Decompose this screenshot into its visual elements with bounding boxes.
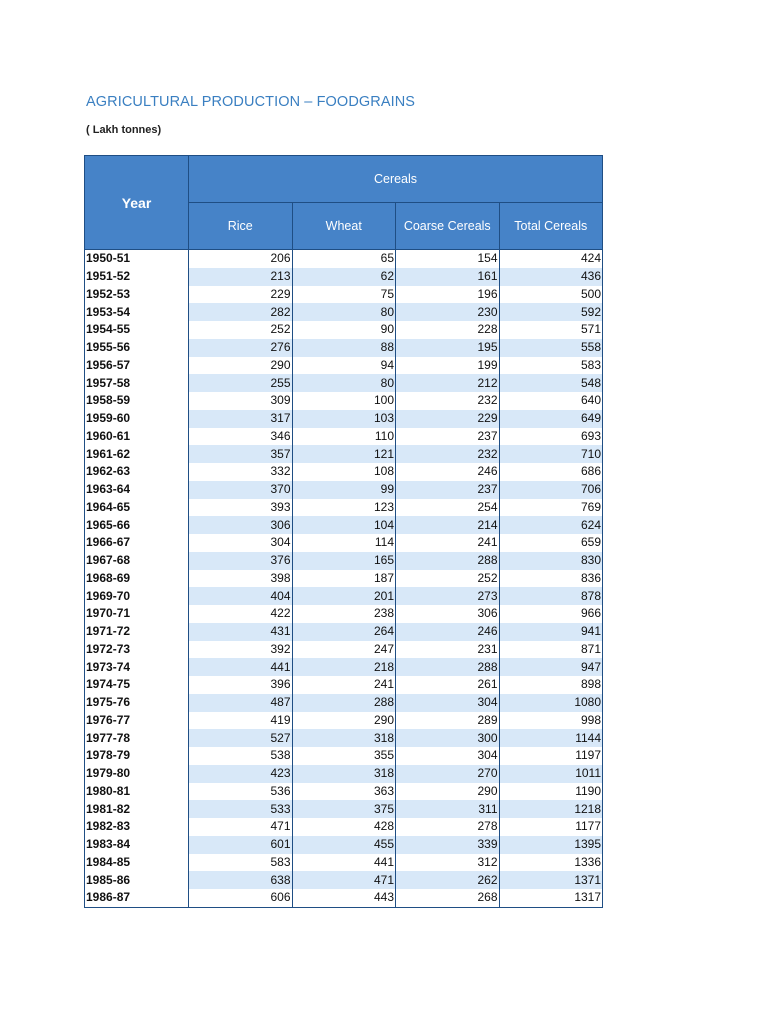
coarse-cereals-cell: 196 <box>396 286 500 304</box>
total-cereals-cell: 1144 <box>499 729 603 747</box>
year-cell: 1967-68 <box>85 552 189 570</box>
wheat-cell: 65 <box>292 250 396 268</box>
year-cell: 1984-85 <box>85 854 189 872</box>
year-cell: 1964-65 <box>85 499 189 517</box>
total-cereals-cell: 830 <box>499 552 603 570</box>
year-cell: 1980-81 <box>85 783 189 801</box>
year-cell: 1976-77 <box>85 712 189 730</box>
table-row <box>85 410 603 428</box>
total-cereals-cell: 1317 <box>499 889 603 907</box>
coarse-cereals-cell: 246 <box>396 623 500 641</box>
rice-cell: 370 <box>189 481 293 499</box>
rice-cell: 206 <box>189 250 293 268</box>
wheat-cell: 218 <box>292 658 396 676</box>
year-cell: 1956-57 <box>85 357 189 375</box>
unit-note: ( Lakh tonnes) <box>86 124 162 136</box>
total-cereals-cell: 640 <box>499 392 603 410</box>
wheat-cell: 455 <box>292 836 396 854</box>
total-cereals-cell: 998 <box>499 712 603 730</box>
coarse-cereals-cell: 237 <box>396 481 500 499</box>
wheat-cell: 247 <box>292 641 396 659</box>
year-cell: 1961-62 <box>85 445 189 463</box>
table-row <box>85 658 603 676</box>
wheat-cell: 104 <box>292 516 396 534</box>
rice-cell: 536 <box>189 783 293 801</box>
year-cell: 1966-67 <box>85 534 189 552</box>
table-row <box>85 321 603 339</box>
coarse-cereals-cell: 290 <box>396 783 500 801</box>
total-cereals-cell: 1336 <box>499 854 603 872</box>
wheat-cell: 318 <box>292 729 396 747</box>
table-row <box>85 374 603 392</box>
cereals-group-header: Cereals <box>189 156 603 203</box>
coarse-cereals-cell: 252 <box>396 570 500 588</box>
coarse-cereals-cell: 288 <box>396 552 500 570</box>
table-row <box>85 623 603 641</box>
rice-cell: 533 <box>189 800 293 818</box>
year-cell: 1982-83 <box>85 818 189 836</box>
rice-cell: 393 <box>189 499 293 517</box>
rice-cell: 398 <box>189 570 293 588</box>
coarse-cereals-cell: 304 <box>396 747 500 765</box>
coarse-cereals-cell: 339 <box>396 836 500 854</box>
table-row <box>85 250 603 268</box>
table-row <box>85 570 603 588</box>
table-row <box>85 641 603 659</box>
year-cell: 1958-59 <box>85 392 189 410</box>
table-row <box>85 747 603 765</box>
year-cell: 1960-61 <box>85 428 189 446</box>
year-cell: 1973-74 <box>85 658 189 676</box>
wheat-cell: 165 <box>292 552 396 570</box>
total-cereals-cell: 558 <box>499 339 603 357</box>
wheat-cell: 238 <box>292 605 396 623</box>
table-row <box>85 605 603 623</box>
wheat-cell: 288 <box>292 694 396 712</box>
year-cell: 1952-53 <box>85 286 189 304</box>
wheat-cell: 99 <box>292 481 396 499</box>
coarse-cereals-cell: 229 <box>396 410 500 428</box>
total-cereals-cell: 966 <box>499 605 603 623</box>
table-row <box>85 499 603 517</box>
table-row <box>85 765 603 783</box>
coarse-cereals-cell: 311 <box>396 800 500 818</box>
total-cereals-cell: 624 <box>499 516 603 534</box>
rice-cell: 396 <box>189 676 293 694</box>
total-cereals-cell: 436 <box>499 268 603 286</box>
coarse-cereals-cell: 288 <box>396 658 500 676</box>
wheat-cell: 88 <box>292 339 396 357</box>
wheat-cell: 363 <box>292 783 396 801</box>
table-row <box>85 889 603 907</box>
total-cereals-cell: 1371 <box>499 871 603 889</box>
rice-cell: 487 <box>189 694 293 712</box>
rice-header: Rice <box>189 203 293 250</box>
table-row <box>85 800 603 818</box>
coarse-cereals-header: Coarse Cereals <box>396 203 500 250</box>
wheat-cell: 100 <box>292 392 396 410</box>
coarse-cereals-cell: 273 <box>396 587 500 605</box>
total-cereals-cell: 1011 <box>499 765 603 783</box>
wheat-cell: 375 <box>292 800 396 818</box>
wheat-cell: 441 <box>292 854 396 872</box>
coarse-cereals-cell: 237 <box>396 428 500 446</box>
coarse-cereals-cell: 241 <box>396 534 500 552</box>
total-cereals-cell: 659 <box>499 534 603 552</box>
rice-cell: 290 <box>189 357 293 375</box>
rice-cell: 431 <box>189 623 293 641</box>
total-cereals-cell: 693 <box>499 428 603 446</box>
wheat-cell: 355 <box>292 747 396 765</box>
table-row <box>85 676 603 694</box>
coarse-cereals-cell: 306 <box>396 605 500 623</box>
wheat-cell: 187 <box>292 570 396 588</box>
rice-cell: 471 <box>189 818 293 836</box>
total-cereals-cell: 878 <box>499 587 603 605</box>
wheat-cell: 110 <box>292 428 396 446</box>
wheat-cell: 103 <box>292 410 396 428</box>
total-cereals-cell: 836 <box>499 570 603 588</box>
wheat-cell: 428 <box>292 818 396 836</box>
wheat-cell: 62 <box>292 268 396 286</box>
total-cereals-cell: 898 <box>499 676 603 694</box>
rice-cell: 538 <box>189 747 293 765</box>
rice-cell: 309 <box>189 392 293 410</box>
table-row <box>85 534 603 552</box>
wheat-cell: 80 <box>292 374 396 392</box>
year-cell: 1975-76 <box>85 694 189 712</box>
total-cereals-cell: 706 <box>499 481 603 499</box>
rice-cell: 638 <box>189 871 293 889</box>
year-cell: 1968-69 <box>85 570 189 588</box>
rice-cell: 404 <box>189 587 293 605</box>
wheat-cell: 94 <box>292 357 396 375</box>
rice-cell: 422 <box>189 605 293 623</box>
total-cereals-cell: 1177 <box>499 818 603 836</box>
wheat-cell: 443 <box>292 889 396 907</box>
table-row <box>85 339 603 357</box>
table-row <box>85 871 603 889</box>
wheat-header: Wheat <box>292 203 396 250</box>
rice-cell: 441 <box>189 658 293 676</box>
coarse-cereals-cell: 261 <box>396 676 500 694</box>
wheat-cell: 264 <box>292 623 396 641</box>
coarse-cereals-cell: 300 <box>396 729 500 747</box>
wheat-cell: 121 <box>292 445 396 463</box>
table-row <box>85 428 603 446</box>
year-cell: 1986-87 <box>85 889 189 907</box>
total-cereals-cell: 571 <box>499 321 603 339</box>
coarse-cereals-cell: 246 <box>396 463 500 481</box>
year-cell: 1979-80 <box>85 765 189 783</box>
rice-cell: 527 <box>189 729 293 747</box>
year-cell: 1972-73 <box>85 641 189 659</box>
coarse-cereals-cell: 230 <box>396 303 500 321</box>
year-cell: 1954-55 <box>85 321 189 339</box>
table-row <box>85 286 603 304</box>
coarse-cereals-cell: 212 <box>396 374 500 392</box>
total-cereals-cell: 424 <box>499 250 603 268</box>
year-cell: 1962-63 <box>85 463 189 481</box>
year-cell: 1977-78 <box>85 729 189 747</box>
coarse-cereals-cell: 232 <box>396 445 500 463</box>
rice-cell: 392 <box>189 641 293 659</box>
table-row <box>85 481 603 499</box>
total-cereals-cell: 1197 <box>499 747 603 765</box>
year-cell: 1951-52 <box>85 268 189 286</box>
coarse-cereals-cell: 262 <box>396 871 500 889</box>
table-row <box>85 694 603 712</box>
coarse-cereals-cell: 195 <box>396 339 500 357</box>
table-row <box>85 268 603 286</box>
year-cell: 1971-72 <box>85 623 189 641</box>
rice-cell: 601 <box>189 836 293 854</box>
total-cereals-cell: 1218 <box>499 800 603 818</box>
total-cereals-cell: 583 <box>499 357 603 375</box>
wheat-cell: 90 <box>292 321 396 339</box>
total-cereals-cell: 500 <box>499 286 603 304</box>
rice-cell: 583 <box>189 854 293 872</box>
year-cell: 1957-58 <box>85 374 189 392</box>
year-cell: 1970-71 <box>85 605 189 623</box>
coarse-cereals-cell: 232 <box>396 392 500 410</box>
total-cereals-cell: 941 <box>499 623 603 641</box>
table-row <box>85 463 603 481</box>
total-cereals-cell: 769 <box>499 499 603 517</box>
total-cereals-cell: 871 <box>499 641 603 659</box>
coarse-cereals-cell: 161 <box>396 268 500 286</box>
total-cereals-header: Total Cereals <box>499 203 603 250</box>
total-cereals-cell: 1190 <box>499 783 603 801</box>
coarse-cereals-cell: 312 <box>396 854 500 872</box>
table-row <box>85 783 603 801</box>
coarse-cereals-cell: 254 <box>396 499 500 517</box>
year-cell: 1955-56 <box>85 339 189 357</box>
coarse-cereals-cell: 289 <box>396 712 500 730</box>
rice-cell: 252 <box>189 321 293 339</box>
total-cereals-cell: 548 <box>499 374 603 392</box>
year-cell: 1963-64 <box>85 481 189 499</box>
table-body <box>85 250 603 908</box>
year-cell: 1978-79 <box>85 747 189 765</box>
total-cereals-cell: 1080 <box>499 694 603 712</box>
year-header: Year <box>85 156 189 250</box>
total-cereals-cell: 1395 <box>499 836 603 854</box>
total-cereals-cell: 710 <box>499 445 603 463</box>
table-row <box>85 516 603 534</box>
coarse-cereals-cell: 278 <box>396 818 500 836</box>
wheat-cell: 290 <box>292 712 396 730</box>
rice-cell: 213 <box>189 268 293 286</box>
year-cell: 1985-86 <box>85 871 189 889</box>
wheat-cell: 80 <box>292 303 396 321</box>
year-cell: 1981-82 <box>85 800 189 818</box>
rice-cell: 423 <box>189 765 293 783</box>
page-title: AGRICULTURAL PRODUCTION – FOODGRAINS <box>86 94 416 110</box>
coarse-cereals-cell: 154 <box>396 250 500 268</box>
table-row <box>85 854 603 872</box>
foodgrains-table <box>84 155 603 908</box>
rice-cell: 306 <box>189 516 293 534</box>
year-cell: 1965-66 <box>85 516 189 534</box>
rice-cell: 276 <box>189 339 293 357</box>
year-cell: 1983-84 <box>85 836 189 854</box>
coarse-cereals-cell: 199 <box>396 357 500 375</box>
rice-cell: 255 <box>189 374 293 392</box>
rice-cell: 229 <box>189 286 293 304</box>
wheat-cell: 318 <box>292 765 396 783</box>
coarse-cereals-cell: 231 <box>396 641 500 659</box>
total-cereals-cell: 592 <box>499 303 603 321</box>
table-row <box>85 836 603 854</box>
table-row <box>85 552 603 570</box>
wheat-cell: 471 <box>292 871 396 889</box>
table-row <box>85 818 603 836</box>
coarse-cereals-cell: 268 <box>396 889 500 907</box>
table-row <box>85 712 603 730</box>
table-row <box>85 587 603 605</box>
wheat-cell: 114 <box>292 534 396 552</box>
table-row <box>85 357 603 375</box>
total-cereals-cell: 947 <box>499 658 603 676</box>
year-cell: 1969-70 <box>85 587 189 605</box>
table-row <box>85 445 603 463</box>
year-cell: 1959-60 <box>85 410 189 428</box>
rice-cell: 419 <box>189 712 293 730</box>
coarse-cereals-cell: 270 <box>396 765 500 783</box>
table-row <box>85 392 603 410</box>
rice-cell: 376 <box>189 552 293 570</box>
wheat-cell: 75 <box>292 286 396 304</box>
table-row <box>85 729 603 747</box>
wheat-cell: 201 <box>292 587 396 605</box>
year-cell: 1950-51 <box>85 250 189 268</box>
wheat-cell: 123 <box>292 499 396 517</box>
rice-cell: 346 <box>189 428 293 446</box>
wheat-cell: 108 <box>292 463 396 481</box>
table-row <box>85 303 603 321</box>
coarse-cereals-cell: 214 <box>396 516 500 534</box>
rice-cell: 606 <box>189 889 293 907</box>
year-cell: 1953-54 <box>85 303 189 321</box>
year-cell: 1974-75 <box>85 676 189 694</box>
coarse-cereals-cell: 228 <box>396 321 500 339</box>
coarse-cereals-cell: 304 <box>396 694 500 712</box>
rice-cell: 357 <box>189 445 293 463</box>
total-cereals-cell: 649 <box>499 410 603 428</box>
rice-cell: 317 <box>189 410 293 428</box>
rice-cell: 282 <box>189 303 293 321</box>
wheat-cell: 241 <box>292 676 396 694</box>
rice-cell: 304 <box>189 534 293 552</box>
rice-cell: 332 <box>189 463 293 481</box>
total-cereals-cell: 686 <box>499 463 603 481</box>
